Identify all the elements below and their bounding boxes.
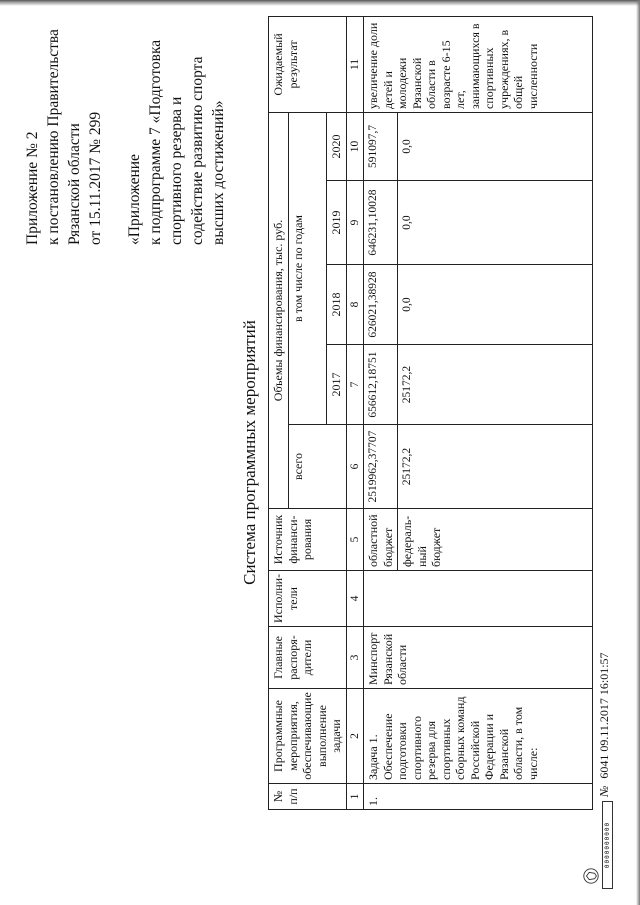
table-row (364, 16, 398, 809)
executor (364, 571, 593, 627)
header-cell-2017: 2017 (327, 345, 347, 425)
coat-of-arms-icon (582, 867, 600, 885)
column-number-row (346, 16, 364, 809)
header-line: высших достижений» (210, 100, 227, 245)
column-number: 4 (346, 571, 364, 627)
row-number: 1. (364, 784, 593, 810)
funding-2017: 25172,2 (398, 345, 593, 425)
header-line: содействие развитию спорта (189, 56, 206, 245)
column-number: 8 (346, 265, 364, 345)
funding-source: федераль-ный бюджет (398, 509, 593, 571)
header-cell-2019: 2019 (327, 181, 347, 265)
funding-source: областной бюджет (364, 509, 398, 571)
header-line: спортивного резерва и (168, 96, 185, 245)
header-cell-result: Ожидаемый результат (269, 16, 347, 112)
header-cell-source: Источник финанси-рования (269, 509, 347, 571)
header-line: от 15.11.2017 № 299 (87, 111, 104, 245)
funding-2020: 0,0 (398, 112, 593, 180)
header-cell-total: всего (288, 425, 346, 509)
column-number: 6 (346, 425, 364, 509)
expected-result: увеличение доли детей и молодежи Рязанской области в возрасте 6-15 лет, занимающихся в спортивных учреждениях, в общей численности (364, 16, 593, 112)
spacer (106, 5, 124, 245)
funding-total: 25172,2 (398, 425, 593, 509)
column-number: 3 (346, 627, 364, 689)
header-line: Приложение № 2 (24, 131, 41, 245)
header-line: «Приложение (126, 154, 143, 245)
document-header (22, 5, 229, 245)
main-manager: Минспорт Рязанской области (364, 627, 593, 689)
registration-datetime: 09.11.2017 16:01:57 (597, 652, 611, 752)
registration-number: 6041 (597, 754, 611, 779)
header-line: к подпрограмме 7 «Подготовка (147, 39, 164, 245)
stamp-barcode: 0000000000 (602, 801, 613, 889)
header-line: Рязанской области (66, 123, 83, 245)
header-cell-executors: Исполни-тели (269, 571, 347, 627)
header-cell-funding: Объемы финансирования, тыс. руб. (269, 112, 289, 508)
funding-2020: 591097,7 (364, 112, 398, 180)
column-number: 1 (346, 784, 364, 810)
funding-2018: 626021,38928 (364, 265, 398, 345)
header-cell-2018: 2018 (327, 265, 347, 345)
column-number: 10 (346, 112, 364, 180)
funding-total: 2519962,37707 (364, 425, 398, 509)
column-number: 5 (346, 509, 364, 571)
funding-2017: 656612,18751 (364, 345, 398, 425)
header-cell-num: № п/п (269, 784, 347, 810)
activities-table (268, 16, 593, 810)
activity-description: Задача 1. Обеспечение подготовки спортивного резерва для спортивных сборных команд Российской Федерации и Рязанской области, в том числе: (364, 689, 593, 784)
column-number: 9 (346, 181, 364, 265)
funding-2019: 0,0 (398, 181, 593, 265)
header-cell-by-years: в том числе по годам (288, 112, 327, 424)
funding-2019: 646231,10028 (364, 181, 398, 265)
registration-footer (597, 652, 612, 797)
header-cell-managers: Главные распоря-дители (269, 627, 347, 689)
column-number: 11 (346, 16, 364, 112)
funding-2018: 0,0 (398, 265, 593, 345)
column-number: 7 (346, 345, 364, 425)
column-number: 2 (346, 689, 364, 784)
header-cell-activities: Программные мероприятия, обеспечивающие выполнение задачи (269, 689, 347, 784)
header-line: к постановлению Правительства (45, 29, 62, 245)
header-cell-2020: 2020 (327, 112, 347, 180)
registration-stamp (582, 803, 612, 889)
document-title: Система программных мероприятий (240, 320, 259, 585)
table-header-row (269, 16, 289, 809)
number-symbol: № (597, 785, 611, 797)
